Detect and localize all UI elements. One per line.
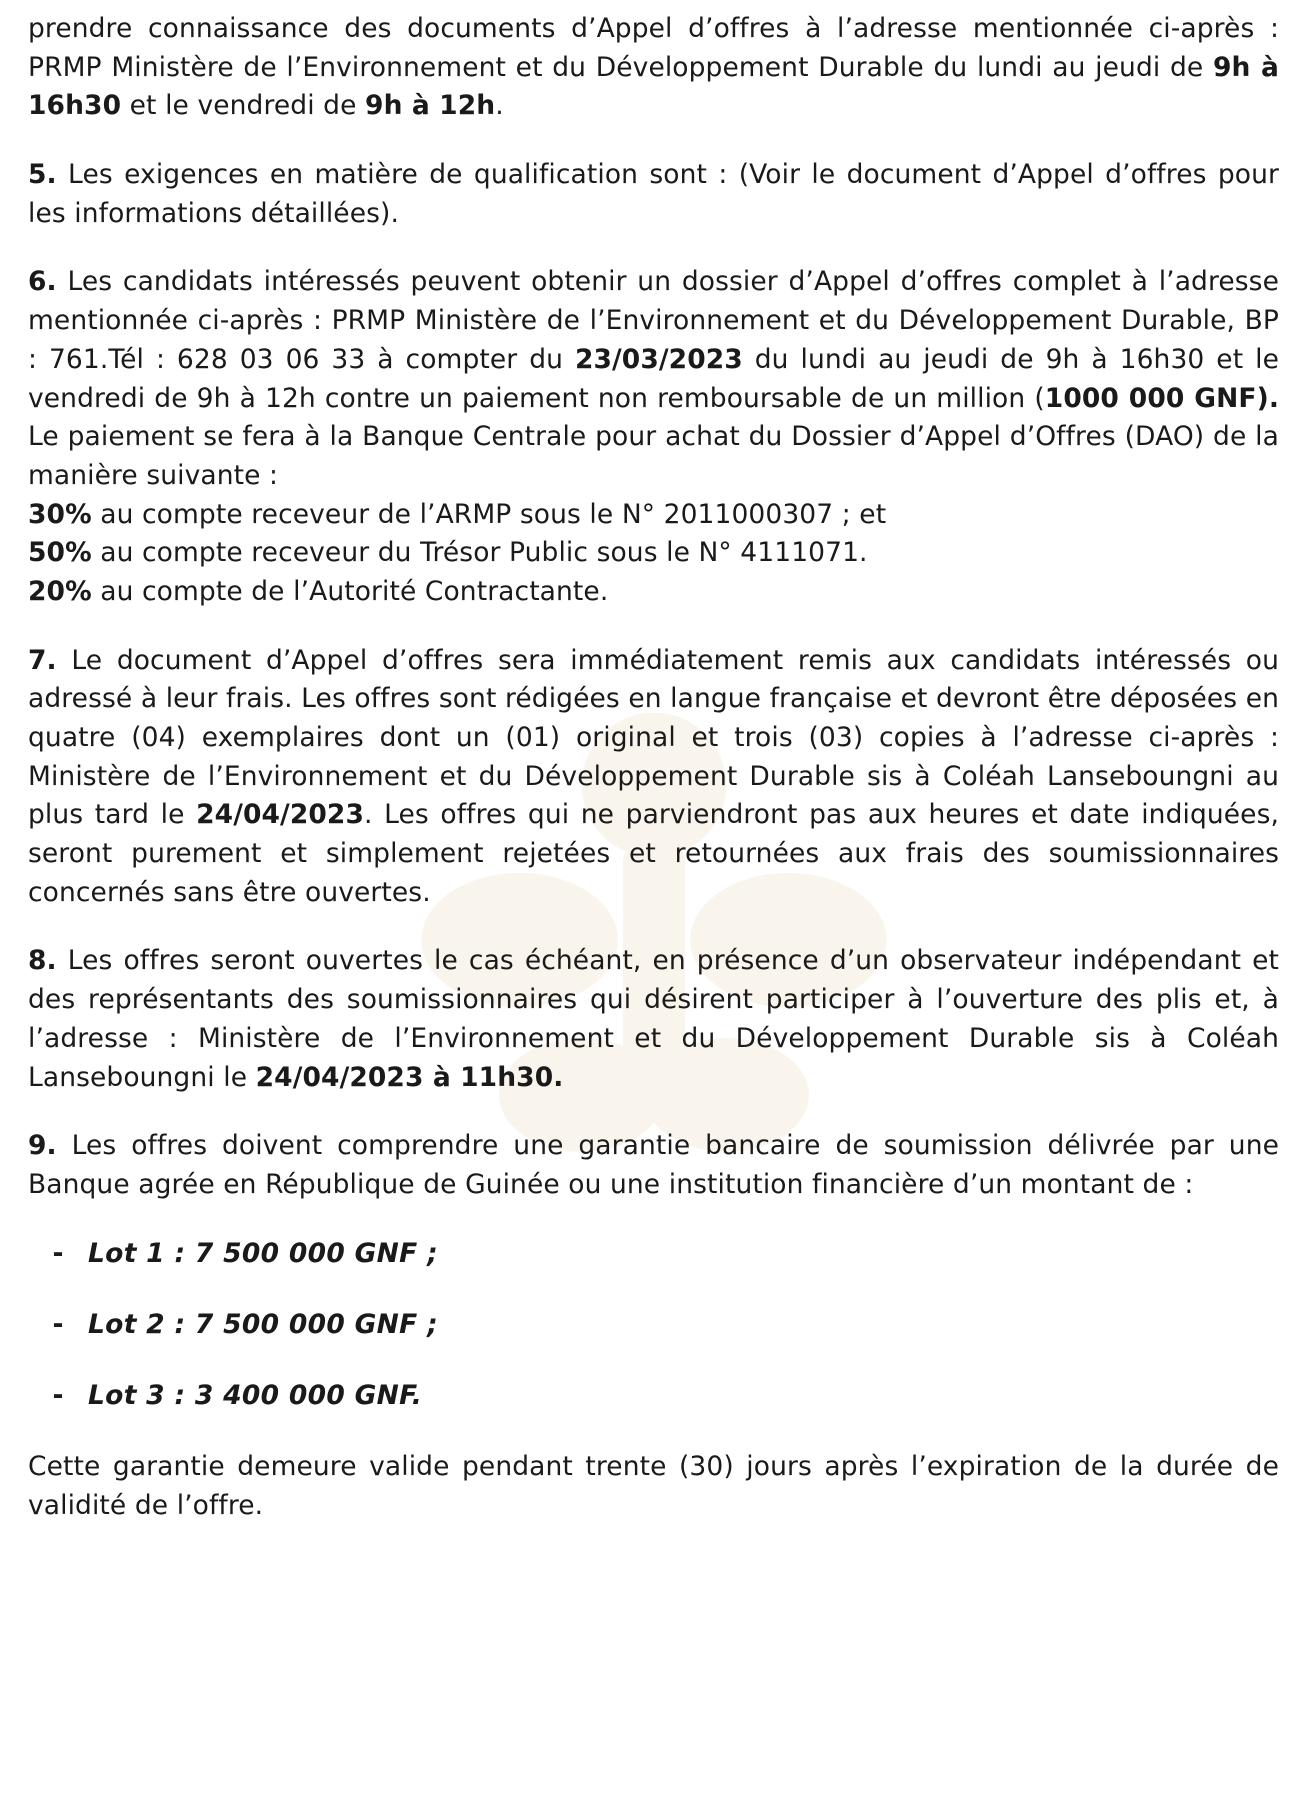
- list-item: [28, 1306, 1279, 1343]
- list-item: [28, 1377, 1279, 1414]
- list-item-label: Lot 2 : 7 500 000 GNF ;: [88, 1308, 438, 1340]
- paragraph-6-group: [28, 263, 1279, 611]
- paragraph-6-line-20: 20% au compte de l’Autorité Contractante.: [28, 575, 609, 607]
- paragraph-9: 9. Les offres doivent comprendre une garantie bancaire de soumission délivrée par une Banque agrée en République de Guinée ou une institution financière d’un montant de :: [28, 1130, 1279, 1200]
- list-item-label: Lot 1 : 7 500 000 GNF ;: [88, 1237, 438, 1269]
- paragraph-6-line-30: 30% au compte receveur de l’ARMP sous le N° 2011000307 ; et: [28, 498, 887, 530]
- paragraph-8: 8. Les offres seront ouvertes le cas échéant, en présence d’un observateur indépendant et des représentants des soumissionnaires qui désirent participer à l’ouverture des plis et, à l’adresse : Ministère de l’Environnement et du Développement Durable sis à Coléah Lanseboungni le 24/04/2023 à 11h30.: [28, 945, 1279, 1093]
- list-bullet: -: [52, 1308, 64, 1340]
- document-body: [28, 10, 1279, 1525]
- paragraph-5: 5. Les exigences en matière de qualification sont : (Voir le document d’Appel d’offres pour les informations détaillées).: [28, 159, 1279, 229]
- list-bullet: -: [52, 1379, 64, 1411]
- list-item-label: Lot 3 : 3 400 000 GNF.: [88, 1379, 423, 1411]
- paragraph-closing: Cette garantie demeure valide pendant trente (30) jours après l’expiration de la durée de validité de l’offre.: [28, 1450, 1279, 1521]
- paragraph-7: 7. Le document d’Appel d’offres sera immédiatement remis aux candidats intéressés ou adressé à leur frais. Les offres sont rédigées en langue française et devront être déposées en quatre (04) exemplaires dont un (01) original et trois (03) copies à l’adresse ci-après : Ministère de l’Environnement et du Développement Durable sis à Coléah Lanseboungni au plus tard le 24/04/2023. Les offres qui ne parviendront pas aux heures et date indiquées, seront purement et simplement rejetées et retournées aux frais des soumissionnaires concernés sans être ouvertes.: [28, 644, 1280, 908]
- paragraph-continuation: prendre connaissance des documents d’Appel d’offres à l’adresse mentionnée ci-après : PRMP Ministère de l’Environnement et du Développement Durable du lundi au jeudi de 9h à 16h30 et le vendredi de 9h à 12h.: [28, 13, 1279, 122]
- lot-guarantee-list: [28, 1235, 1279, 1414]
- list-item: [28, 1235, 1279, 1272]
- paragraph-6-line-50: 50% au compte receveur du Trésor Public sous le N° 4111071.: [28, 537, 868, 569]
- list-bullet: -: [52, 1237, 64, 1269]
- paragraph-6: 6. Les candidats intéressés peuvent obtenir un dossier d’Appel d’offres complet à l’adresse mentionnée ci-après : PRMP Ministère de l’Environnement et du Développement Durable, BP : 761.Tél : 628 03 06 33 à compter du 23/03/2023 du lundi au jeudi de 9h à 16h30 et le vendredi de 9h à 12h contre un paiement non remboursable de un million (1000 000 GNF). Le paiement se fera à la Banque Centrale pour achat du Dossier d’Appel d’Offres (DAO) de la manière suivante :: [28, 266, 1280, 491]
